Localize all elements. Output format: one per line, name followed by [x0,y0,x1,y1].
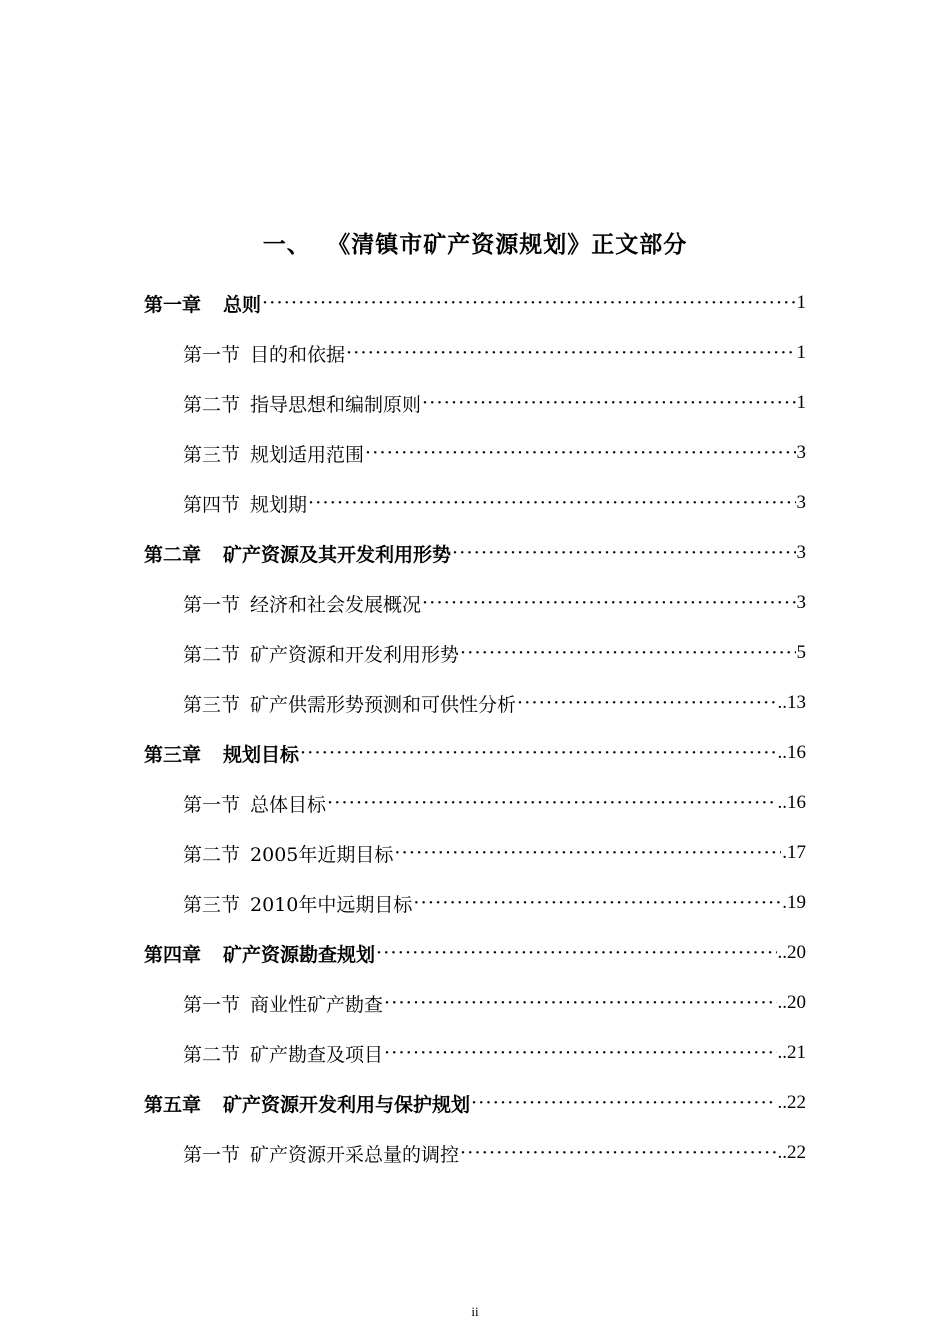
toc-entry-page: ..20 [777,942,806,963]
toc-entry-prefix: 第一节 [183,593,241,616]
toc-entry-label [144,740,299,767]
title-text: 《清镇市矿产资源规划》正文部分 [338,231,688,258]
toc-entry-label [183,840,393,867]
toc-entry-label [183,590,421,617]
toc-entry-chapter-4[interactable] [144,928,806,978]
page-title [0,226,950,259]
toc-entry-section[interactable] [183,628,806,678]
dot-leader [452,542,795,564]
toc-entry-section[interactable] [183,978,806,1028]
toc-entry-chapter-2[interactable] [144,528,806,578]
page-number-footer: ii [471,1304,479,1319]
dot-leader [471,1092,776,1114]
title-number: 一、 [262,231,311,258]
toc-entry-title: 经济和社会发展概况 [250,593,422,616]
toc-entry-title: 指导思想和编制原则 [250,393,422,416]
toc-entry-page: 1 [796,292,806,313]
toc-entry-label [183,640,459,667]
dot-leader [422,592,795,614]
dot-leader [346,342,795,364]
toc-entry-title: 矿产资源开发利用与保护规划 [223,1093,471,1116]
toc-entry-page: 3 [796,492,806,513]
toc-entry-title: 矿产资源勘查规划 [223,943,376,966]
toc-entry-prefix: 第四节 [183,493,241,516]
toc-entry-prefix: 第一章 [144,293,202,316]
dot-leader [300,742,776,764]
toc-entry-label [183,440,364,467]
dot-leader [517,692,776,714]
toc-entry-section[interactable] [183,828,806,878]
toc-entry-section[interactable] [183,878,806,928]
toc-entry-label [144,290,261,317]
dot-leader [262,292,795,314]
toc-entry-label [183,990,383,1017]
toc-entry-section[interactable] [183,478,806,528]
toc-entry-section[interactable] [183,578,806,628]
toc-entry-prefix: 第二节 [183,393,241,416]
dot-leader [327,792,776,814]
toc-entry-label [183,690,516,717]
toc-entry-chapter-5[interactable] [144,1078,806,1128]
toc-entry-label [144,1090,470,1117]
toc-entry-page: 3 [796,592,806,613]
toc-entry-label [183,1140,459,1167]
toc-entry-prefix: 第三节 [183,893,241,916]
toc-entry-prefix: 第四章 [144,943,202,966]
toc-entry-label [183,790,326,817]
dot-leader [460,642,795,664]
toc-entry-label [183,490,307,517]
dot-leader [460,1142,776,1164]
toc-entry-label [144,540,451,567]
toc-entry-page: 5 [796,642,806,663]
dot-leader [422,392,795,414]
toc-entry-label [183,340,345,367]
toc-entry-title: 矿产资源开采总量的调控 [250,1143,460,1166]
toc-entry-title: 矿产勘查及项目 [250,1043,384,1066]
toc-entry-title: 矿产资源和开发利用形势 [250,643,460,666]
toc-entry-prefix: 第二节 [183,843,241,866]
toc-entry-title: 2010年中远期目标 [250,893,413,916]
dot-leader [365,442,795,464]
toc-entry-prefix: 第二节 [183,1043,241,1066]
toc-entry-prefix: 第五章 [144,1093,202,1116]
toc-entry-page: ..22 [777,1092,806,1113]
dot-leader [384,1042,776,1064]
toc-entry-chapter-1[interactable] [144,278,806,328]
toc-entry-page: 3 [796,442,806,463]
toc-entry-chapter-3[interactable] [144,728,806,778]
toc-entry-prefix: 第三章 [144,743,202,766]
toc-entry-prefix: 第三节 [183,693,241,716]
toc-entry-prefix: 第二章 [144,543,202,566]
toc-entry-prefix: 第一节 [183,1143,241,1166]
toc-entry-page: 3 [796,542,806,563]
toc-entry-page: .19 [782,892,806,913]
toc-entry-section[interactable] [183,328,806,378]
toc-entry-title: 总则 [223,293,262,316]
toc-entry-label [183,390,421,417]
toc-entry-section[interactable] [183,778,806,828]
toc-entry-title: 矿产资源及其开发利用形势 [223,543,452,566]
toc-entry-prefix: 第一节 [183,993,241,1016]
toc-entry-title: 规划目标 [223,743,300,766]
toc-entry-page: .17 [782,842,806,863]
dot-leader [376,942,776,964]
dot-leader [384,992,776,1014]
toc-entry-label [183,1040,383,1067]
toc-entry-prefix: 第二节 [183,643,241,666]
toc-entry-label [183,890,412,917]
toc-entry-prefix: 第一节 [183,793,241,816]
toc-entry-prefix: 第三节 [183,443,241,466]
toc-entry-page: ..16 [777,792,806,813]
toc-entry-page: ..16 [777,742,806,763]
toc-entry-title: 总体目标 [250,793,327,816]
dot-leader [413,892,781,914]
toc-entry-title: 目的和依据 [250,343,346,366]
toc-entry-title: 规划适用范围 [250,443,365,466]
toc-entry-title: 商业性矿产勘查 [250,993,384,1016]
toc-entry-title: 2005年近期目标 [250,843,394,866]
toc-entry-page: ..22 [777,1142,806,1163]
toc-entry-page: 1 [796,392,806,413]
toc-entry-page: 1 [796,342,806,363]
toc-entry-prefix: 第一节 [183,343,241,366]
toc-entry-section[interactable] [183,678,806,728]
dot-leader [394,842,781,864]
toc-entry-label [144,940,375,967]
toc-entry-page: ..13 [777,692,806,713]
toc-entry-page: ..20 [777,992,806,1013]
toc-entry-section[interactable] [183,1128,806,1178]
toc-entry-section[interactable] [183,1028,806,1078]
toc-entry-section[interactable] [183,378,806,428]
dot-leader [308,492,795,514]
toc-entry-title: 矿产供需形势预测和可供性分析 [250,693,517,716]
toc-entry-title: 规划期 [250,493,308,516]
toc-entry-page: ..21 [777,1042,806,1063]
toc-entry-section[interactable] [183,428,806,478]
